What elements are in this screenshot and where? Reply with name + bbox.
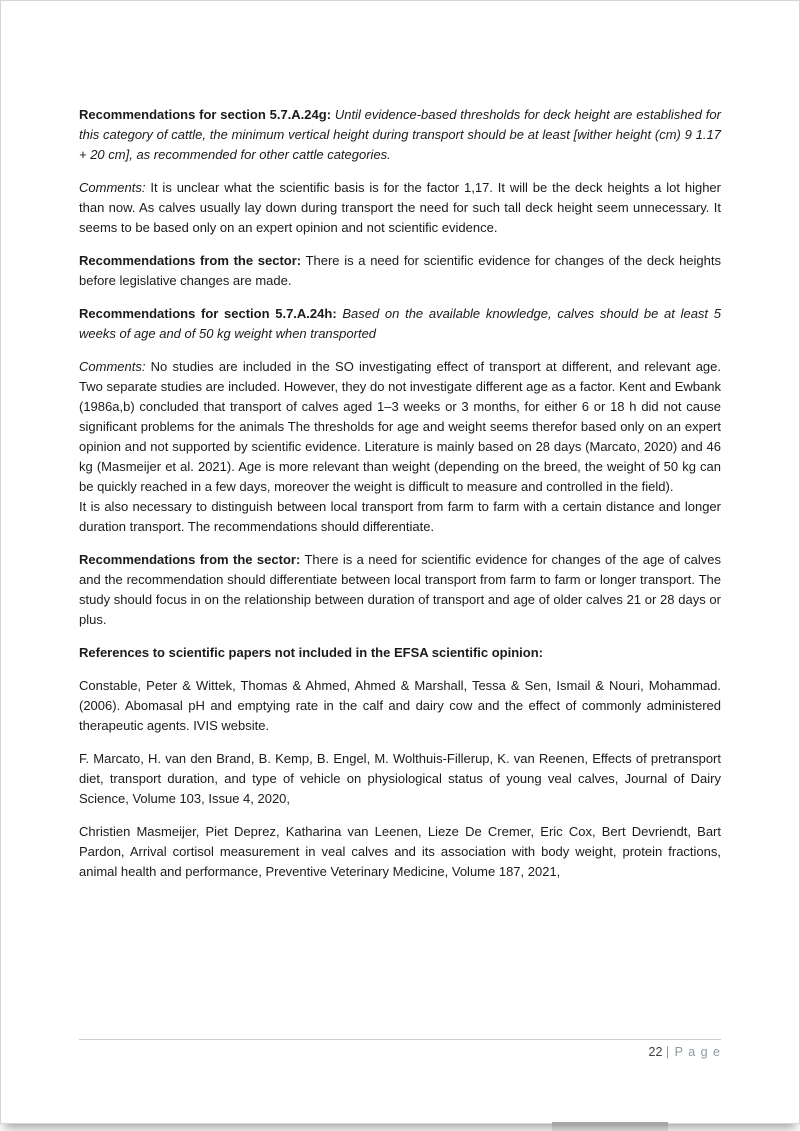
paragraph-comments-24h	[79, 357, 721, 537]
comments-label-24h: Comments:	[79, 359, 146, 374]
page-number: 22	[648, 1045, 663, 1059]
section-body-24h: Based on the available knowledge, calves should be at least 5 weeks of age and of 50 kg weight when transported	[79, 306, 721, 341]
page-content	[79, 105, 721, 895]
section-label-24h: Recommendations for section 5.7.A.24h:	[79, 306, 337, 321]
references-heading: References to scientific papers not included in the EFSA scientific opinion:	[79, 645, 543, 660]
paragraph-recommendations-24g	[79, 105, 721, 165]
sector-body-24g: There is a need for scientific evidence for changes of the deck heights before legislative changes are made.	[79, 253, 721, 288]
comments-body-24h: No studies are included in the SO investigating effect of transport at different, and relevant age. Two separate studies are included. However, they do not investigate different age as a factor. Kent and Ewbank (1986a,b) concluded that transport of calves aged 1–3 weeks or 3 months, for either 6 or 18 h did not cause significant problems for the animals The thresholds for age and weight seems therefor based only on an expert opinion and not supported by scientific evidence. Literature is mainly based on 28 days (Marcato, 2020) and 46 kg (Masmeijer et al. 2021). Age is more relevant than weight (depending on the breed, the weight of 50 kg can be quickly reached in a few days, moreover the weight is difficult to measure and controlled in the field).	[79, 359, 721, 494]
sector-label-24h: Recommendations from the sector:	[79, 552, 301, 567]
comments-body-24g: It is unclear what the scientific basis is for the factor 1,17. It will be the deck heights a lot higher than now. As calves usually lay down during transport the need for such tall deck height seem unnecessary. It seems to be based only on an expert opinion and not scientific evidence.	[79, 180, 721, 235]
page-word: | P a g e	[665, 1045, 721, 1059]
sector-body-24h: There is a need for scientific evidence for changes of the age of calves and the recommendation should differentiate between local transport from farm to farm or longer transport. The study should focus in on the relationship between duration of transport and age of older calves 21 or 28 days or plus.	[79, 552, 721, 627]
next-page-shadow	[552, 1122, 668, 1131]
page-footer	[79, 1039, 721, 1059]
comments-body-24h-continued: It is also necessary to distinguish between local transport from farm to farm with a certain distance and longer duration transport. The recommendations should differentiate.	[79, 499, 721, 534]
sector-label-24g: Recommendations from the sector:	[79, 253, 302, 268]
section-label-24g: Recommendations for section 5.7.A.24g:	[79, 107, 332, 122]
section-body-24g: Until evidence-based thresholds for deck height are established for this category of cattle, the minimum vertical height during transport should be at least [wither height (cm) 9 1.17 + 20 cm], as recommended for other cattle categories.	[79, 107, 721, 162]
paragraph-comments-24g	[79, 178, 721, 238]
reference-masmeijer: Christien Masmeijer, Piet Deprez, Katharina van Leenen, Lieze De Cremer, Eric Cox, Bert Devriendt, Bart Pardon, Arrival cortisol measurement in veal calves and its association with body weight, protein fractions, animal health and performance, Preventive Veterinary Medicine, Volume 187, 2021,	[79, 824, 721, 879]
reference-constable: Constable, Peter & Wittek, Thomas & Ahmed, Ahmed & Marshall, Tessa & Sen, Ismail & Nouri, Mohammad. (2006). Abomasal pH and emptying rate in the calf and dairy cow and the effect of commonly administered therapeutic agents. IVIS website.	[79, 678, 721, 733]
paragraph-sector-24g	[79, 251, 721, 291]
paragraph-recommendations-24h	[79, 304, 721, 344]
paragraph-sector-24h	[79, 550, 721, 630]
reference-marcato: F. Marcato, H. van den Brand, B. Kemp, B. Engel, M. Wolthuis-Fillerup, K. van Reenen, Effects of pretransport diet, transport duration, and type of vehicle on physiological status of young veal calves, Journal of Dairy Science, Volume 103, Issue 4, 2020,	[79, 751, 721, 806]
comments-label-24g: Comments:	[79, 180, 146, 195]
